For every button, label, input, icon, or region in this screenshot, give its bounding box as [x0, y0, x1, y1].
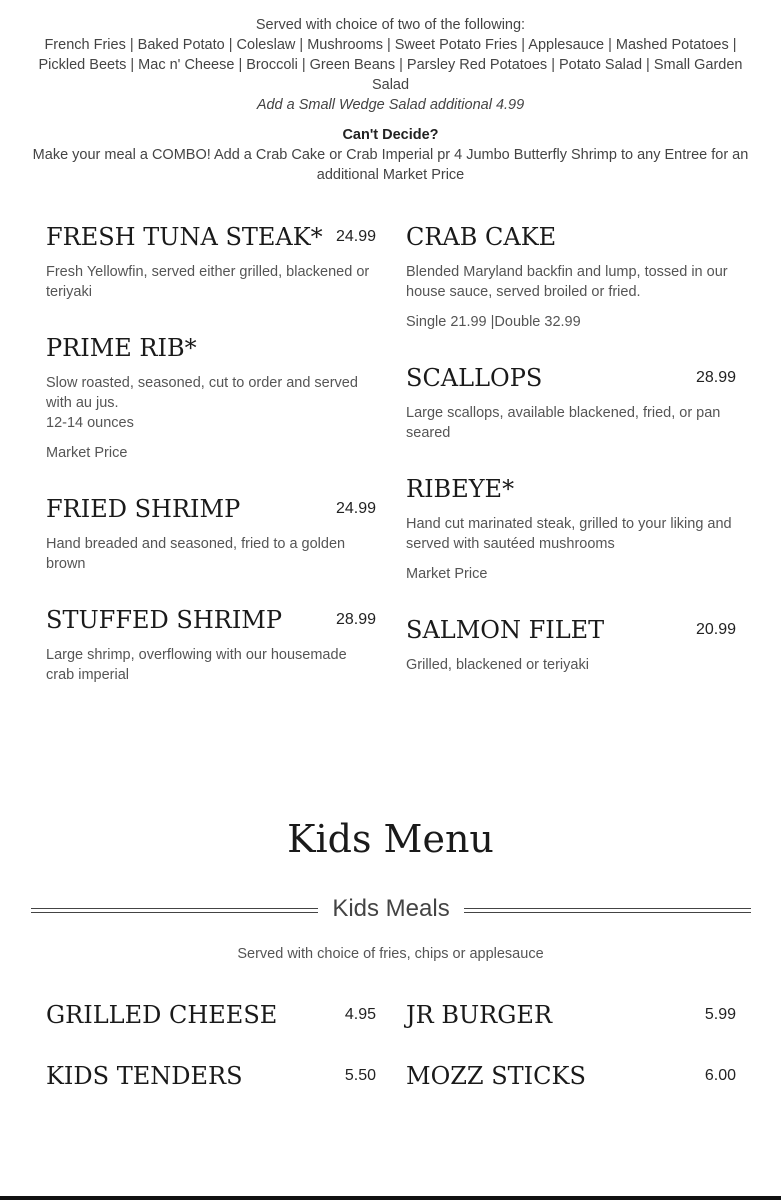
item-title: RIBEYE* — [406, 475, 515, 503]
salad-addon: Add a Small Wedge Salad additional 4.99 — [256, 97, 525, 113]
kids-section-header — [31, 892, 751, 928]
item-market-price: Market Price — [406, 566, 488, 582]
item-price: 28.99 — [335, 611, 376, 628]
item-description: Fresh Yellowfin, served either grilled, blackened or teriyaki — [46, 264, 370, 300]
sides-list: French Fries | Baked Potato | Coleslaw | Mushrooms | Sweet Potato Fries | Applesauce | Mashed Potatoes | Pickled Beets | Mac n' Cheese | Broccoli | Green Beans | Parsley Red Potatoes | Potato Salad | Small Garden Salad — [38, 37, 743, 93]
menu-item — [46, 605, 376, 685]
item-description: Grilled, blackened or teriyaki — [406, 657, 589, 673]
item-title: MOZZ STICKS — [406, 1062, 586, 1090]
item-title: CRAB CAKE — [406, 223, 557, 251]
item-price: 24.99 — [335, 500, 376, 517]
menu-item — [406, 1061, 736, 1091]
item-title: FRIED SHRIMP — [46, 495, 241, 523]
item-price: 20.99 — [695, 621, 736, 638]
sides-heading: Served with choice of two of the following: — [255, 17, 526, 33]
item-price: 4.95 — [344, 1006, 376, 1023]
combo-heading: Can't Decide? — [342, 127, 439, 143]
menu-item — [46, 1061, 376, 1091]
menu-item — [406, 615, 736, 675]
combo-text: Make your meal a COMBO! Add a Crab Cake or Crab Imperial pr 4 Jumbo Butterfly Shrimp to any Entree for an additional Market Price — [32, 147, 749, 183]
item-title: STUFFED SHRIMP — [46, 606, 283, 634]
menu-item — [406, 363, 736, 443]
item-title: KIDS TENDERS — [46, 1062, 243, 1090]
item-description: Large shrimp, overflowing with our housemade crab imperial — [46, 647, 347, 683]
menu-item — [406, 474, 736, 584]
menu-item — [46, 333, 376, 463]
divider-right — [464, 908, 751, 913]
item-title: SCALLOPS — [406, 364, 543, 392]
menu-item — [46, 222, 376, 302]
item-title: FRESH TUNA STEAK* — [46, 223, 323, 251]
item-price: 28.99 — [695, 369, 736, 386]
menu-item — [406, 1000, 736, 1030]
menu-item — [46, 1000, 376, 1030]
item-note: Single 21.99 |Double 32.99 — [406, 314, 581, 330]
item-description: Large scallops, available blackened, fried, or pan seared — [406, 405, 721, 441]
item-title: JR BURGER — [406, 1001, 553, 1029]
item-description: Hand breaded and seasoned, fried to a golden brown — [46, 536, 346, 572]
item-description: Slow roasted, seasoned, cut to order and served with au jus. — [46, 375, 358, 411]
item-price: 5.50 — [344, 1067, 376, 1084]
item-title: SALMON FILET — [406, 616, 605, 644]
intro-section — [30, 15, 751, 185]
kids-note: Served with choice of fries, chips or applesauce — [237, 946, 544, 962]
item-description: Blended Maryland backfin and lump, tossed in our house sauce, served broiled or fried. — [406, 264, 728, 300]
menu-item — [406, 222, 736, 332]
item-note: 12-14 ounces — [46, 415, 134, 431]
item-market-price: Market Price — [46, 445, 128, 461]
item-price: 24.99 — [335, 228, 376, 245]
item-title: GRILLED CHEESE — [46, 1001, 278, 1029]
item-title: PRIME RIB* — [46, 334, 197, 362]
kids-menu-title: Kids Menu — [287, 817, 494, 861]
item-price: 5.99 — [704, 1006, 736, 1023]
item-description: Hand cut marinated steak, grilled to your liking and served with sautéed mushrooms — [406, 516, 732, 552]
item-price: 6.00 — [704, 1067, 736, 1084]
menu-item — [46, 494, 376, 574]
bottom-divider — [0, 1196, 781, 1200]
kids-section-label: Kids Meals — [332, 895, 450, 922]
